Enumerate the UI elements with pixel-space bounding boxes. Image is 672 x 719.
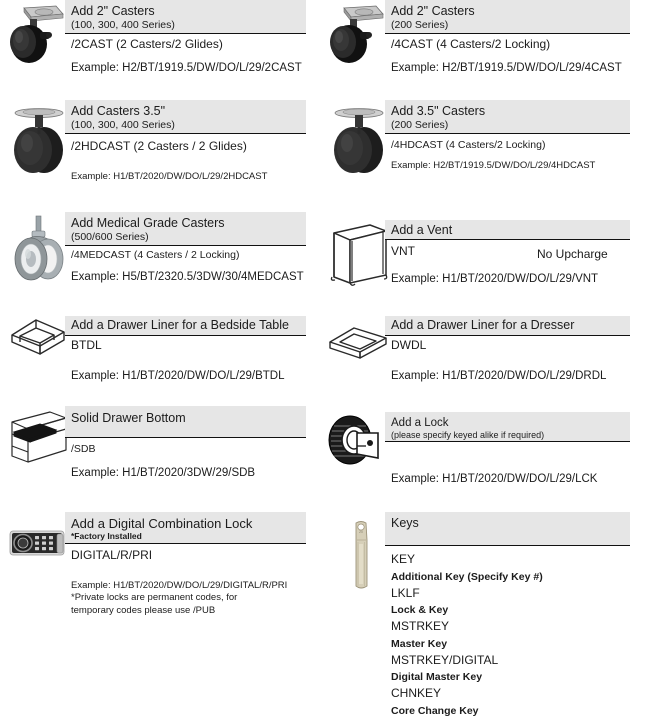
- example-value: H2/BT/1919.5/DW/DO/L/29/4HDCAST: [433, 160, 596, 171]
- drawer-liner-deep-icon: [6, 316, 70, 372]
- example-value: H1/BT/2020/3DW/29/SDB: [122, 467, 256, 479]
- card-code: DIGITAL/R/PRI: [71, 548, 153, 562]
- drawer-bottom-icon: [4, 410, 70, 466]
- card-body: [385, 220, 630, 287]
- card-subtitle: (100, 300, 400 Series): [71, 19, 175, 31]
- digital-lock-icon: [8, 527, 66, 561]
- card-subtitle: (100, 300, 400 Series): [71, 119, 175, 131]
- key-list-item: [391, 551, 630, 585]
- example-value: H1/BT/2020/DW/DO/L/29/VNT: [442, 273, 599, 285]
- card-example: [65, 563, 306, 592]
- key-desc: Additional Key (Specify Key #): [391, 570, 543, 583]
- key-code: KEY: [391, 552, 416, 566]
- card-header: [65, 406, 306, 438]
- caster-35in-icon: [328, 104, 390, 176]
- card-body: [385, 100, 630, 172]
- card-title: Add a Drawer Liner for a Bedside Table: [71, 318, 289, 332]
- key-list-item: [391, 618, 630, 652]
- medical-caster-icon: [10, 214, 70, 286]
- card-example: [65, 262, 306, 285]
- card-title: Add 3.5" Casters: [391, 104, 486, 118]
- card-example: [385, 259, 630, 287]
- example-value: H1/BT/2020/DW/DO/L/29/LCK: [442, 473, 598, 485]
- example-value: H1/BT/2020/DW/DO/L/29/DIGITAL/R/PRI: [113, 580, 288, 591]
- card-code: BTDL: [71, 338, 102, 352]
- caster-35in-icon: [8, 104, 70, 176]
- card-body: [65, 316, 306, 384]
- card-body: [65, 406, 306, 481]
- card-subtitle: *Factory Installed: [71, 531, 142, 541]
- key-desc: Core Change Key: [391, 704, 479, 717]
- card-code: /4MEDCAST (4 Casters / 2 Locking): [71, 249, 240, 261]
- card-example: [385, 52, 630, 76]
- card-example: [65, 456, 306, 481]
- example-label: Example:: [391, 370, 439, 382]
- card-title: Keys: [391, 516, 419, 530]
- card-title: Add Casters 3.5": [71, 104, 166, 118]
- key-list-item: [391, 685, 630, 719]
- example-value: H2/BT/1919.5/DW/DO/L/29/4CAST: [442, 62, 622, 74]
- key-icon: [346, 520, 376, 592]
- key-desc: Master Key: [391, 637, 448, 650]
- example-label: Example:: [391, 62, 439, 74]
- card-code: /2HDCAST (2 Casters / 2 Glides): [71, 139, 247, 153]
- example-label: Example:: [71, 171, 111, 182]
- card-body: [385, 512, 630, 719]
- example-label: Example:: [71, 62, 119, 74]
- card-example: [65, 353, 306, 384]
- example-label: Example:: [391, 160, 431, 171]
- lock-key-icon: [326, 410, 392, 472]
- key-list-item: [391, 652, 630, 686]
- card-example: [385, 442, 630, 487]
- drawer-liner-shallow-icon: [326, 324, 390, 368]
- card-body: [385, 412, 630, 487]
- vent-price: No Upcharge: [537, 247, 608, 261]
- card-header: [385, 512, 630, 546]
- example-label: Example:: [71, 370, 119, 382]
- card-code: /2CAST (2 Casters/2 Glides): [71, 37, 223, 51]
- key-desc: Digital Master Key: [391, 671, 483, 683]
- card-code: DWDL: [391, 338, 427, 352]
- card-body: [65, 100, 306, 183]
- card-header: [385, 412, 630, 442]
- card-subtitle: (200 Series): [391, 119, 449, 131]
- card-code: /4CAST (4 Casters/2 Locking): [391, 37, 551, 51]
- key-code: LKLF: [391, 585, 420, 600]
- key-code: CHNKEY: [391, 686, 442, 700]
- card-header: [385, 0, 630, 34]
- card-example: [385, 152, 630, 172]
- example-label: Example:: [71, 271, 119, 283]
- example-label: Example:: [391, 473, 439, 485]
- card-title: Add 2" Casters: [71, 4, 155, 18]
- card-body: [385, 316, 630, 384]
- card-title: Solid Drawer Bottom: [71, 411, 186, 425]
- card-title: Add a Lock: [391, 417, 449, 429]
- card-header: [65, 0, 306, 34]
- keys-list: [385, 546, 630, 719]
- card-title: Add Medical Grade Casters: [71, 216, 225, 230]
- card-body: [65, 0, 306, 76]
- example-label: Example:: [71, 467, 119, 479]
- card-title: Add a Vent: [391, 223, 453, 237]
- card-example: [65, 52, 306, 76]
- card-subtitle: (500/600 Series): [71, 231, 149, 243]
- example-value: H1/BT/2020/DW/DO/L/29/BTDL: [122, 370, 285, 382]
- card-header: [65, 212, 306, 246]
- example-value: H2/BT/1919.5/DW/DO/L/29/2CAST: [122, 62, 302, 74]
- svg-text:20: 20: [359, 530, 363, 534]
- card-example: [65, 154, 306, 183]
- card-code: VNT: [391, 244, 415, 258]
- card-header: [65, 512, 306, 544]
- card-title: Add a Digital Combination Lock: [71, 516, 253, 531]
- card-header: [385, 100, 630, 134]
- example-value: H1/BT/2020/DW/DO/L/29/DRDL: [442, 370, 607, 382]
- key-code: MSTRKEY/DIGITAL: [391, 652, 499, 667]
- card-title: Add 2" Casters: [391, 4, 475, 18]
- example-label: Example:: [391, 273, 439, 285]
- card-note: *Private locks are permanent codes, for temporary codes please use /PUB: [71, 592, 238, 616]
- card-header: [385, 316, 630, 336]
- card-subtitle: (please specify keyed alike if required): [391, 430, 545, 440]
- card-body: [65, 212, 306, 285]
- example-value: H5/BT/2320.5/3DW/30/4MEDCAST: [122, 271, 304, 283]
- card-example: [385, 353, 630, 384]
- card-body: [385, 0, 630, 76]
- card-header: [65, 100, 306, 134]
- card-title: Add a Drawer Liner for a Dresser: [391, 318, 575, 332]
- key-list-item: [391, 585, 630, 619]
- card-header: [65, 316, 306, 336]
- key-desc: Lock & Key: [391, 604, 449, 616]
- card-body: [65, 512, 306, 617]
- caster-2in-icon: [326, 4, 386, 66]
- card-code: /4HDCAST (4 Casters/2 Locking): [391, 139, 546, 151]
- cabinet-vent-icon: [326, 217, 392, 289]
- example-label: Example:: [71, 580, 111, 591]
- caster-2in-icon: [6, 4, 66, 66]
- card-header: [385, 220, 630, 240]
- card-subtitle: (200 Series): [391, 19, 449, 31]
- card-code: /SDB: [71, 443, 96, 455]
- example-value: H1/BT/2020/DW/DO/L/29/2HDCAST: [113, 171, 268, 182]
- key-code: MSTRKEY: [391, 619, 450, 633]
